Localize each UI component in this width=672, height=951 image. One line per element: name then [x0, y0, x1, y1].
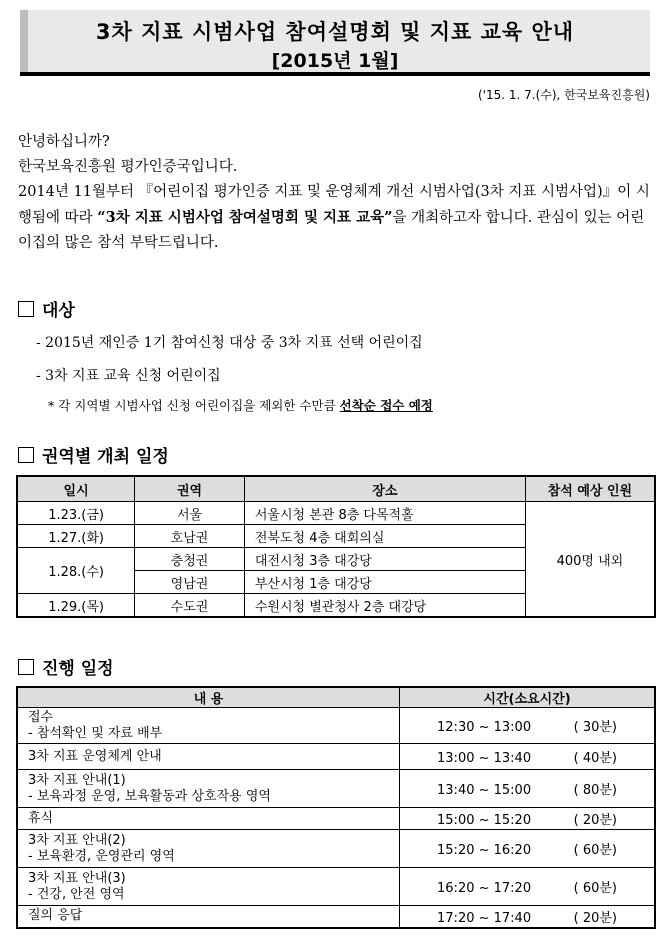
cell-content	[17, 808, 400, 830]
cell-time	[400, 744, 655, 770]
header-time: 시간(소요시간)	[400, 687, 655, 708]
regional-schedule-table	[16, 475, 656, 618]
duration: ( 30분)	[573, 720, 618, 735]
duration: ( 60분)	[573, 843, 618, 858]
cell-content	[17, 868, 400, 906]
table-row	[17, 502, 655, 525]
cell-date: 1.27.(화)	[17, 525, 135, 548]
cell-content	[17, 708, 400, 744]
content-title: 3차 지표 운영체계 안내	[28, 748, 162, 764]
cell-time	[400, 808, 655, 830]
cell-region: 서울	[135, 502, 245, 525]
target-item: - 3차 지표 교육 신청 어린이집	[36, 368, 221, 384]
header-place: 장소	[244, 476, 525, 502]
table-row	[17, 808, 655, 830]
intro-body	[18, 180, 658, 256]
cell-place: 수원시청 별관청사 2층 대강당	[244, 594, 525, 618]
target-note-text: * 각 지역별 시범사업 신청 어린이집을 제외한 수만큼	[48, 398, 340, 413]
cell-attendance: 400명 내외	[525, 502, 655, 618]
header-region: 권역	[135, 476, 245, 502]
title-banner	[20, 10, 650, 76]
cell-place: 서울시청 본관 8층 다목적홀	[244, 502, 525, 525]
content-sub: - 보육과정 운영, 보육활동과 상호작용 영역	[28, 788, 271, 804]
duration: ( 80분)	[573, 783, 618, 798]
content-sub: - 보육환경, 운영관리 영역	[28, 848, 175, 864]
target-note-bold: 선착순 접수 예정	[339, 398, 433, 413]
section-target-heading	[18, 296, 75, 321]
table-header-row	[17, 476, 655, 502]
page-title: 3차 지표 시범사업 참여설명회 및 지표 교육 안내	[95, 20, 575, 44]
header-content: 내 용	[17, 687, 400, 708]
target-note	[48, 396, 433, 414]
table-row	[17, 744, 655, 770]
page-subtitle: [2015년 1월]	[271, 50, 399, 72]
time-range: 15:00 ~ 15:20	[437, 813, 532, 828]
table-row	[17, 830, 655, 868]
header-date: 일시	[17, 476, 135, 502]
duration: ( 60분)	[573, 881, 618, 896]
table-row	[17, 906, 655, 928]
section-regional-heading	[18, 442, 169, 467]
content-title: 3차 지표 안내(3)	[28, 870, 126, 886]
cell-content	[17, 906, 400, 928]
cell-time	[400, 708, 655, 744]
cell-time	[400, 868, 655, 906]
content-title: 접수	[28, 709, 54, 725]
header-attendance: 참석 예상 인원	[525, 476, 655, 502]
cell-content	[17, 770, 400, 808]
cell-region: 충청권	[135, 548, 245, 571]
content-sub: - 참석확인 및 자료 배부	[28, 725, 163, 741]
section-target-label: 대상	[42, 301, 75, 321]
intro-body-bold: “3차 지표 시범사업 참여설명회 및 지표 교육”	[97, 209, 393, 226]
cell-place: 대전시청 3층 대강당	[244, 548, 525, 571]
cell-content	[17, 744, 400, 770]
section-regional-label: 권역별 개최 일정	[42, 447, 169, 467]
cell-date: 1.29.(목)	[17, 594, 135, 618]
cell-place: 부산시청 1층 대강당	[244, 571, 525, 594]
progress-schedule-table	[16, 686, 656, 929]
cell-region: 호남권	[135, 525, 245, 548]
duration: ( 40분)	[573, 751, 618, 766]
time-range: 16:20 ~ 17:20	[437, 881, 532, 896]
intro-greeting: 안녕하십니까?	[18, 134, 110, 150]
intro-org: 한국보육진흥원 평가인증국입니다.	[18, 159, 238, 175]
section-progress-heading	[18, 654, 114, 679]
table-row	[17, 770, 655, 808]
section-progress-label: 진행 일정	[42, 659, 114, 679]
cell-date: 1.23.(금)	[17, 502, 135, 525]
time-range: 13:40 ~ 15:00	[437, 783, 532, 798]
cell-content	[17, 830, 400, 868]
cell-place: 전북도청 4층 대회의실	[244, 525, 525, 548]
time-range: 13:00 ~ 13:40	[437, 751, 532, 766]
square-icon	[18, 301, 34, 317]
square-icon	[18, 447, 34, 463]
duration: ( 20분)	[573, 910, 618, 926]
issue-date: ('15. 1. 7.(수), 한국보육진흥원)	[477, 88, 650, 102]
content-title: 3차 지표 안내(1)	[28, 772, 126, 788]
cell-time	[400, 906, 655, 928]
table-header-row	[17, 687, 655, 708]
cell-date: 1.28.(수)	[17, 548, 135, 594]
time-range: 15:20 ~ 16:20	[437, 843, 532, 858]
content-title: 3차 지표 안내(2)	[28, 832, 126, 848]
square-icon	[18, 659, 34, 675]
intro-body-tail: 을 개최하고자 합니다. 관심이 있는 어린이집의 많은 참석 부탁드립니다.	[18, 210, 645, 251]
cell-time	[400, 830, 655, 868]
table-row	[17, 868, 655, 906]
cell-region: 수도권	[135, 594, 245, 618]
table-row	[17, 708, 655, 744]
time-range: 17:20 ~ 17:40	[437, 910, 532, 926]
intro-body-text: 2014년 11월부터 『어린이집 평가인증 지표 및 운영체계 개선 시범사업(3차 지표 시범사업)』이 시행됨에 따라	[18, 184, 650, 226]
target-item: - 2015년 재인증 1기 참여신청 대상 중 3차 지표 선택 어린이집	[36, 335, 423, 351]
content-title: 질의 응답	[28, 908, 83, 924]
content-title: 휴식	[28, 810, 54, 826]
time-range: 12:30 ~ 13:00	[437, 720, 532, 735]
cell-time	[400, 770, 655, 808]
duration: ( 20분)	[573, 813, 618, 828]
content-sub: - 건강, 안전 영역	[28, 886, 125, 902]
cell-region: 영남권	[135, 571, 245, 594]
